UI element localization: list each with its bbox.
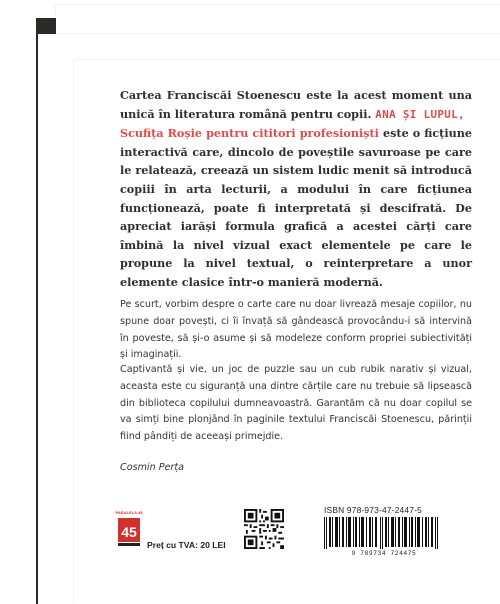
svg-text:45: 45	[121, 524, 137, 540]
author-signature: Cosmin Perța	[120, 462, 184, 473]
intro-text: Cartea Franciscăi Stoenescu este la acest moment una unică în literatura română pentru copii.	[120, 88, 472, 121]
barcode-number: 9 789734 724475	[351, 550, 417, 557]
barcode-icon	[322, 517, 446, 549]
qr-code-icon	[244, 509, 284, 549]
publisher-logo-text: PARALELA 45	[115, 510, 143, 515]
body-text: este o ficțiune interactivă care, dincolo de poveștile savuroase pe care le relatează, creează un sistem ludic menit să introducă copiii în arta lecturii, a modului în care ficțiunea funcționează, poate fi interpretată și descifrată. De apreciat iarăși formula grafică a acestei cărți care îmbină la nivel vizual exact elementele pe care le propune la nivel textual, o reinterpretare a unor elemente clasice într-o manieră modernă.	[120, 126, 472, 289]
description-paragraph-1	[120, 86, 472, 292]
left-margin	[0, 0, 36, 604]
description-paragraph-2: Pe scurt, vorbim despre o carte care nu doar livrează mesaje copiilor, nu spune doar povești, ci îi învață să gândească provocându-i să intervină în poveste, să și-o asume și să modeleze conform propriei subiectivități și imaginații.	[120, 299, 472, 361]
publisher-logo-icon	[114, 510, 144, 554]
book-title: ANA ȘI LUPUL,	[375, 107, 466, 121]
description-paragraph-3: Captivantă și vie, un joc de puzzle sau un cub rubik narativ și vizual, aceasta este cu siguranță una dintre cărțile care nu trebuie să lipsească din biblioteca copilului dumneavoastră. Garantăm că nu doar copilul se va simți bine plonjând în paginile textului Franciscăi Stoenescu, părinții fiind pândiți de aceeași primejdie.	[120, 364, 472, 443]
publisher-logo	[114, 510, 144, 554]
isbn-label: ISBN 978-973-47-2447-5	[324, 505, 422, 515]
price-label: Preț cu TVA: 20 LEI	[147, 540, 226, 550]
book-subtitle: Scufița Roșie pentru cititori profesioniști	[120, 126, 379, 141]
